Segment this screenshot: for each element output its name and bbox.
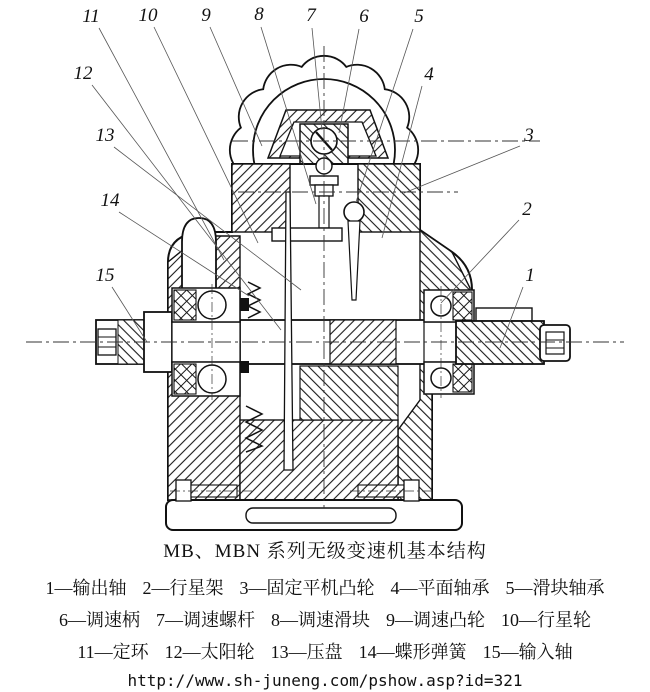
callout-label-11: 11 (82, 6, 100, 27)
left-bearing-cage-bottom (174, 364, 196, 394)
callout-label-14: 14 (100, 190, 120, 211)
leader-line-11 (99, 28, 224, 260)
housing-top-left-block (232, 164, 290, 232)
legend-line-3 (0, 636, 650, 668)
callout-label-3: 3 (524, 125, 534, 146)
thrust-bar (272, 228, 342, 241)
legend-line-1 (0, 572, 650, 604)
callout-label-9: 9 (201, 5, 211, 26)
output-keyway (476, 308, 532, 321)
bolt-right-head (404, 480, 419, 501)
legend-entry-5: 5—滑块轴承 (505, 578, 605, 598)
legend-entry-4: 4—平面轴承 (390, 578, 490, 598)
legend-entry-2: 2—行星架 (142, 578, 224, 598)
output-shaft-body (456, 321, 544, 364)
legend-entry-6: 6—调速柄 (59, 610, 140, 630)
output-shaft-hex (546, 332, 564, 354)
legend-entry-9: 9—调速凸轮 (386, 610, 485, 630)
leader-line-3 (404, 146, 520, 193)
housing-top-right-block (358, 164, 420, 232)
left-bearing-cage-top (174, 290, 196, 320)
right-bearing-cage-bottom (453, 364, 472, 392)
legend-line-2 (0, 604, 650, 636)
slider-ball (344, 202, 364, 222)
legend-entry-3: 3—固定平机凸轮 (239, 578, 375, 598)
callout-label-10: 10 (138, 5, 158, 26)
bolt-left-head (176, 480, 191, 501)
callout-label-1: 1 (525, 265, 535, 286)
drawing-root (26, 4, 624, 530)
callout-label-5: 5 (414, 6, 424, 27)
callout-label-15: 15 (95, 265, 115, 286)
callout-label-2: 2 (522, 199, 532, 220)
source-url: http://www.sh-juneng.com/pshow.asp?id=321 (127, 671, 523, 690)
legend-entry-11: 11—定环 (77, 642, 149, 662)
base-slot (246, 508, 396, 523)
figure-title: MB、MBN 系列无级变速机基本结构 (163, 541, 487, 562)
callout-label-6: 6 (359, 6, 369, 27)
callout-label-7: 7 (306, 5, 316, 26)
legend-entry-10: 10—行星轮 (501, 610, 591, 630)
legend-entry-7: 7—调速螺杆 (156, 610, 255, 630)
callout-label-13: 13 (95, 125, 115, 146)
callout-label-8: 8 (254, 4, 264, 25)
leader-line-9 (210, 27, 262, 146)
legend-entry-8: 8—调速滑块 (271, 610, 370, 630)
legend-entry-15: 15—输入轴 (482, 642, 573, 662)
right-bearing-cage-top (453, 292, 472, 320)
callout-label-4: 4 (424, 64, 434, 85)
housing-dome (182, 218, 216, 290)
housing-inner-block (300, 366, 398, 420)
legend-entry-14: 14—蝶形弹簧 (358, 642, 467, 662)
legend-entry-12: 12—太阳轮 (164, 642, 255, 662)
callout-label-12: 12 (73, 63, 93, 84)
legend-entry-1: 1—输出轴 (45, 578, 127, 598)
caption (0, 536, 650, 690)
legend-entry-13: 13—压盘 (270, 642, 343, 662)
